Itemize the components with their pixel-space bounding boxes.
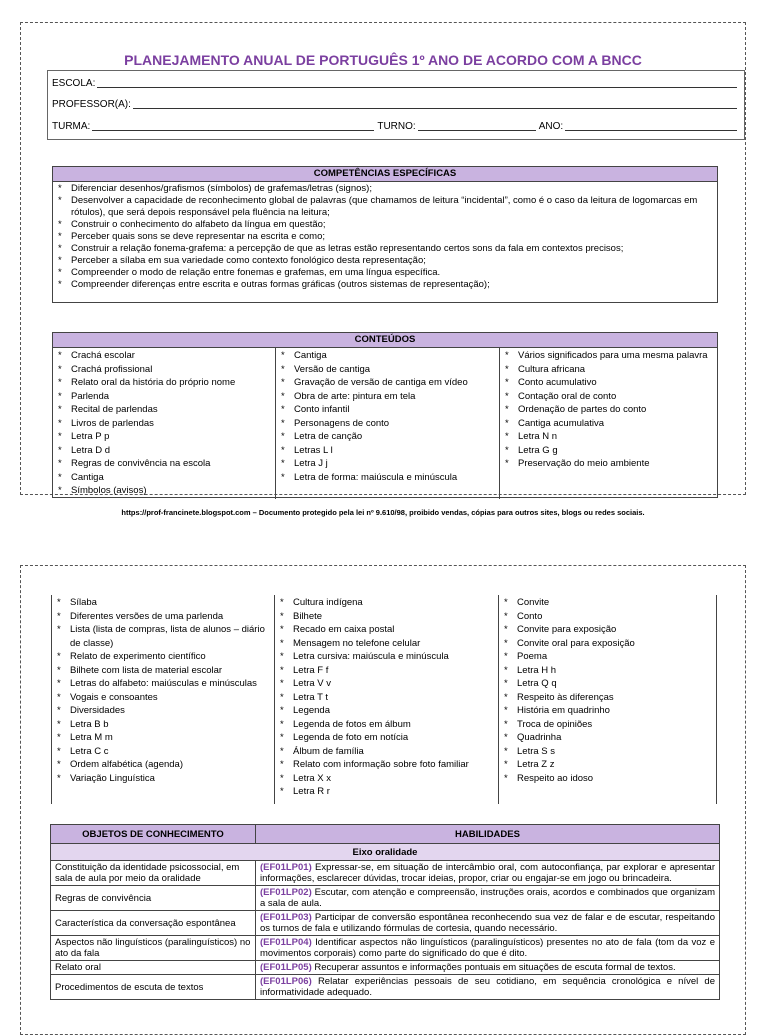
habilidade-text: Identificar aspectos não linguísticos (paralinguísticos) presentes no ato de fala (tom da voz e movimentos corporais) como parte do significado do que é dito. <box>260 937 715 959</box>
list-item: * Letra de canção <box>278 430 497 444</box>
list-item: * Construir o conhecimento do alfabeto da língua em questão; <box>55 219 713 231</box>
list-item: * Diversidades <box>54 704 272 718</box>
list-item: * Vários significados para uma mesma palavra <box>502 349 715 363</box>
professor-line[interactable] <box>52 98 740 110</box>
list-item: * Perceber quais sons se deve representar na escrita e como; <box>55 231 713 243</box>
list-item: * Convite para exposição <box>501 623 714 637</box>
list-item: * Mensagem no telefone celular <box>277 637 496 651</box>
table-row <box>51 911 720 936</box>
list-item: * Letra cursiva: maiúscula e minúscula <box>277 650 496 664</box>
list-item: * Gravação de versão de cantiga em vídeo <box>278 376 497 390</box>
habilidade-text: Recuperar assuntos e informações pontuais em situações de escuta formal de textos. <box>314 962 676 973</box>
list-item: * Símbolos (avisos) <box>55 484 273 498</box>
list-item: * Cantiga <box>55 471 273 485</box>
list-item: * Cantiga <box>278 349 497 363</box>
habilidade-text: Relatar experiências pessoais de seu cotidiano, em sequência cronológica e nível de informatividade adequado. <box>260 976 715 998</box>
list-item: * Cultura africana <box>502 363 715 377</box>
competencias-box <box>52 166 718 303</box>
objeto-cell: Procedimentos de escuta de textos <box>51 975 256 1000</box>
habilidade-cell <box>256 911 720 936</box>
professor-label: PROFESSOR(A): <box>52 99 131 110</box>
conteudos-continued-box <box>51 595 717 804</box>
table-row <box>51 975 720 1000</box>
list-item: * Letra F f <box>277 664 496 678</box>
habilidade-text: Participar de conversão espontânea reconhecendo sua vez de falar e de escutar, respeitando os turnos de fala e utilizando fórmulas de cortesia, quando necessário. <box>260 912 716 934</box>
competencias-header: COMPETÊNCIAS ESPECÍFICAS <box>53 167 717 182</box>
objeto-cell: Relato oral <box>51 961 256 975</box>
list-item: * Livros de parlendas <box>55 417 273 431</box>
list-item: * Versão de cantiga <box>278 363 497 377</box>
list-item: * Legenda <box>277 704 496 718</box>
habilidades-table <box>50 824 720 1000</box>
list-item: * Letra H h <box>501 664 714 678</box>
habilidade-code: (EF01LP01) <box>260 862 312 873</box>
table-row <box>51 961 720 975</box>
page-title: PLANEJAMENTO ANUAL DE PORTUGUÊS 1º ANO DE ACORDO COM A BNCC <box>124 52 642 68</box>
list-item: * Crachá escolar <box>55 349 273 363</box>
list-item: * Letra Q q <box>501 677 714 691</box>
habilidade-cell <box>256 936 720 961</box>
objeto-cell: Aspectos não linguísticos (paralinguísticos) no ato da fala <box>51 936 256 961</box>
list-item: * Recado em caixa postal <box>277 623 496 637</box>
habilidade-cell <box>256 861 720 886</box>
objetos-header: OBJETOS DE CONHECIMENTO <box>51 825 256 844</box>
list-item: * Convite oral para exposição <box>501 637 714 651</box>
escola-label: ESCOLA: <box>52 78 96 89</box>
list-item: * Convite <box>501 596 714 610</box>
list-item: * Letra R r <box>277 785 496 799</box>
list-item: * Letra B b <box>54 718 272 732</box>
list-item: * Cultura indígena <box>277 596 496 610</box>
list-item: * Sílaba <box>54 596 272 610</box>
list-item: * Legenda de fotos em álbum <box>277 718 496 732</box>
list-item: * Letra de forma: maiúscula e minúscula <box>278 471 497 485</box>
table-row <box>51 861 720 886</box>
list-item: * Respeito ao idoso <box>501 772 714 786</box>
list-item: * História em quadrinho <box>501 704 714 718</box>
list-item: * Poema <box>501 650 714 664</box>
conteudos2-col-2 <box>274 595 498 804</box>
list-item: * Recital de parlendas <box>55 403 273 417</box>
list-item: * Conto infantil <box>278 403 497 417</box>
list-item: * Ordenação de partes do conto <box>502 403 715 417</box>
list-item: * Construir a relação fonema-grafema: a percepção de que as letras estão representando certos sons da fala em contextos precisos; <box>55 243 713 255</box>
conteudos2-col-3 <box>498 595 716 804</box>
list-item: * Compreender diferenças entre escrita e outras formas gráficas (outros sistemas de representação); <box>55 279 713 291</box>
list-item: * Perceber a sílaba em sua variedade como contexto fonológico desta representação; <box>55 255 713 267</box>
list-item: * Letra P p <box>55 430 273 444</box>
table-row <box>51 936 720 961</box>
list-item: * Conto <box>501 610 714 624</box>
objeto-cell: Constituição da identidade psicossocial, em sala de aula por meio da oralidade <box>51 861 256 886</box>
list-item: * Letra G g <box>502 444 715 458</box>
list-item: * Parlenda <box>55 390 273 404</box>
habilidade-code: (EF01LP04) <box>260 937 312 948</box>
habilidade-cell <box>256 975 720 1000</box>
list-item: * Quadrinha <box>501 731 714 745</box>
list-item: * Letra V v <box>277 677 496 691</box>
conteudos-col-1 <box>53 348 275 499</box>
habilidade-cell <box>256 961 720 975</box>
list-item: * Relato de experimento científico <box>54 650 272 664</box>
list-item: * Variação Linguística <box>54 772 272 786</box>
list-item: * Álbum de família <box>277 745 496 759</box>
list-item: * Letra T t <box>277 691 496 705</box>
copyright-footer: https://prof-francinete.blogspot.com – Documento protegido pela lei nº 9.610/98, proibido vendas, cópias para outros sites, blogs ou redes sociais. <box>121 508 645 517</box>
list-item: * Personagens de conto <box>278 417 497 431</box>
conteudos-col-2 <box>275 348 499 499</box>
list-item: * Letra N n <box>502 430 715 444</box>
list-item: * Letra C c <box>54 745 272 759</box>
list-item: * Letra J j <box>278 457 497 471</box>
ano-label: ANO: <box>538 121 564 132</box>
turma-line[interactable] <box>52 120 740 132</box>
list-item: * Regras de convivência na escola <box>55 457 273 471</box>
escola-line[interactable] <box>52 77 740 89</box>
habilidade-cell <box>256 886 720 911</box>
conteudos-box <box>52 332 718 498</box>
list-item: * Crachá profissional <box>55 363 273 377</box>
habilidades-header: HABILIDADES <box>256 825 720 844</box>
list-item: * Troca de opiniões <box>501 718 714 732</box>
list-item: * Conto acumulativo <box>502 376 715 390</box>
list-item: * Legenda de foto em notícia <box>277 731 496 745</box>
list-item: * Relato com informação sobre foto familiar <box>277 758 496 772</box>
list-item: * Vogais e consoantes <box>54 691 272 705</box>
list-item: * Letra D d <box>55 444 273 458</box>
conteudos2-col-1 <box>52 595 274 804</box>
conteudos-header: CONTEÚDOS <box>53 333 717 348</box>
list-item: * Letra Z z <box>501 758 714 772</box>
list-item: * Letras L l <box>278 444 497 458</box>
objeto-cell: Característica da conversação espontânea <box>51 911 256 936</box>
list-item: * Bilhete <box>277 610 496 624</box>
competencias-list <box>53 182 717 291</box>
conteudos-col-3 <box>499 348 717 499</box>
habilidade-text: Expressar-se, em situação de intercâmbio oral, com autoconfiança, par explorar e apresentar informações, esclarecer dúvidas, trocar ideias, propor, criar ou engajar-se em jogo ou brincadeira. <box>260 862 715 884</box>
table-row <box>51 886 720 911</box>
list-item: * Letras do alfabeto: maiúsculas e minúsculas <box>54 677 272 691</box>
list-item: * Diferentes versões de uma parlenda <box>54 610 272 624</box>
list-item: * Letra X x <box>277 772 496 786</box>
list-item: * Diferenciar desenhos/grafismos (símbolos) de grafemas/letras (signos); <box>55 183 713 195</box>
list-item: * Desenvolver a capacidade de reconhecimento global de palavras (que chamamos de leitura “incidental”, como é o caso da leitura de logomarcas em rótulos), que será depois responsável pela fluência na leitura; <box>55 195 713 219</box>
list-item: * Obra de arte: pintura em tela <box>278 390 497 404</box>
list-item: * Compreender o modo de relação entre fonemas e grafemas, em uma língua específica. <box>55 267 713 279</box>
list-item: * Bilhete com lista de material escolar <box>54 664 272 678</box>
habilidade-code: (EF01LP03) <box>260 912 312 923</box>
list-item: * Letra M m <box>54 731 272 745</box>
habilidade-text: Escutar, com atenção e compreensão, instruções orais, acordos e combinados que organizam a sala de aula. <box>260 887 715 909</box>
turma-label: TURMA: <box>52 121 91 132</box>
list-item: * Letra S s <box>501 745 714 759</box>
list-item: * Ordem alfabética (agenda) <box>54 758 272 772</box>
eixo-oralidade: Eixo oralidade <box>51 844 720 861</box>
objeto-cell: Regras de convivência <box>51 886 256 911</box>
list-item: * Respeito às diferenças <box>501 691 714 705</box>
habilidade-code: (EF01LP06) <box>260 976 312 987</box>
list-item: * Contação oral de conto <box>502 390 715 404</box>
habilidade-code: (EF01LP05) <box>260 962 312 973</box>
list-item: * Relato oral da história do próprio nome <box>55 376 273 390</box>
identification-form <box>47 70 745 140</box>
list-item: * Preservação do meio ambiente <box>502 457 715 471</box>
list-item: * Cantiga acumulativa <box>502 417 715 431</box>
list-item: * Lista (lista de compras, lista de alunos – diário de classe) <box>54 623 272 650</box>
turno-label: TURNO: <box>377 121 416 132</box>
page-one <box>20 22 746 517</box>
habilidade-code: (EF01LP02) <box>260 887 312 898</box>
